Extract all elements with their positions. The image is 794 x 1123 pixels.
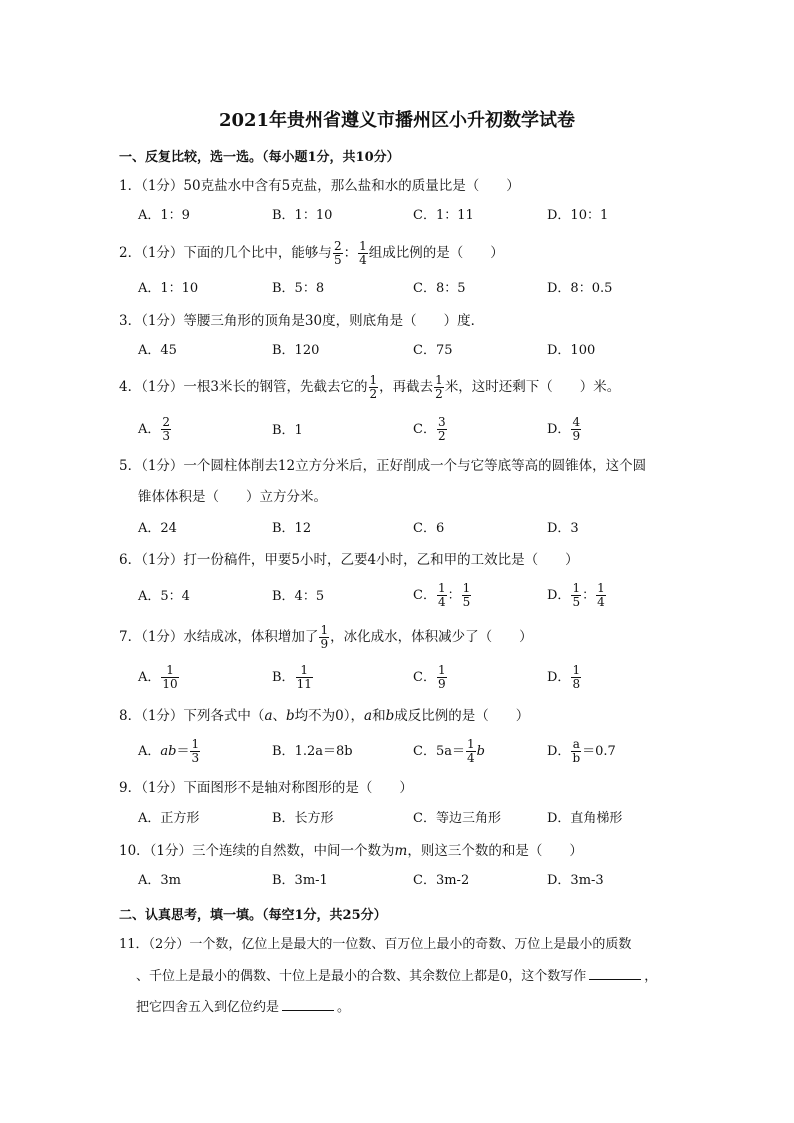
q3-option-c[interactable]: C．75: [413, 343, 453, 358]
q1-option-d[interactable]: D．10：1: [547, 208, 609, 223]
q6-option-b[interactable]: B．4：5: [272, 589, 325, 604]
q6-option-a[interactable]: A．5：4: [138, 589, 190, 604]
q9-option-a[interactable]: A．正方形: [138, 811, 200, 826]
page-title: 2021年贵州省遵义市播州区小升初数学试卷: [218, 110, 576, 131]
q2-option-d[interactable]: D．8：0.5: [547, 281, 613, 296]
q10-option-b[interactable]: B．3m-1: [272, 873, 328, 888]
q2-option-a[interactable]: A．1：10: [138, 281, 199, 296]
question-1: 1．（1分）50克盐水中含有5克盐，那么盐和水的质量比是（ ）: [119, 178, 520, 194]
q2-option-b[interactable]: B．5：8: [272, 281, 325, 296]
question-11-line-1: 11．（2分）一个数，亿位上是最大的一位数、百万位上最小的奇数、万位上是最小的质数: [119, 937, 632, 952]
question-3: 3．（1分）等腰三角形的顶角是30度，则底角是（ ）度．: [119, 313, 485, 329]
q7-option-c[interactable]: C． $\frac{1}{9}$: [413, 663, 446, 691]
q9-option-d[interactable]: D．直角梯形: [547, 811, 623, 826]
question-7: 7．（1分）水结成冰，体积增加了 $\frac{1}{9}$ ，冰化成水，体积减少了（ ）: [119, 623, 533, 651]
q7-option-a[interactable]: A． $\frac{1}{10}$: [138, 663, 178, 691]
q1-option-c[interactable]: C．1：11: [413, 208, 474, 223]
question-8: 8．（1分）下列各式中（a、b均不为0），a和b成反比例的是（ ）: [119, 708, 530, 724]
q5-option-c[interactable]: C．6: [413, 521, 445, 536]
q8-option-d[interactable]: D． $\frac{a}{b}$ ＝0.7: [547, 737, 616, 765]
section-heading-1: 一、反复比较，选一选。（每小题1分，共10分）: [119, 150, 400, 165]
q3-option-a[interactable]: A．45: [138, 343, 177, 358]
q10-option-a[interactable]: A．3m: [138, 873, 181, 888]
q6-option-d[interactable]: D． $\frac{1}{5}$ ： $\frac{1}{4}$: [547, 581, 605, 609]
question-4: 4．（1分）一根3米长的钢管，先截去它的 $\frac{1}{2}$ ，再截去 $\frac{1}{2}$ 米，这时还剩下（ ）米。: [119, 373, 621, 401]
question-2: 2．（1分）下面的几个比中，能够与 $\frac{2}{5}$ ： $\frac{1}{4}$ 组成比例的是（ ）: [119, 239, 504, 267]
q5-option-d[interactable]: D．3: [547, 521, 579, 536]
fraction: $\frac{1}{9}$: [320, 623, 329, 651]
question-10: 10．（1分）三个连续的自然数，中间一个数为m，则这三个数的和是（ ）: [119, 843, 583, 859]
q4-option-c[interactable]: C． $\frac{3}{2}$: [413, 415, 446, 443]
q7-option-d[interactable]: D． $\frac{1}{8}$: [547, 663, 581, 691]
q10-option-d[interactable]: D．3m-3: [547, 873, 604, 888]
q5-option-b[interactable]: B．12: [272, 521, 312, 536]
q1-option-b[interactable]: B．1：10: [272, 208, 333, 223]
q7-option-b[interactable]: B． $\frac{1}{11}$: [272, 663, 312, 691]
question-11-line-2: 、千位上是最小的偶数、十位上是最小的合数、其余数位上都是0，这个数写作 ，: [136, 965, 657, 988]
question-6: 6．（1分）打一份稿件，甲要5小时，乙要4小时，乙和甲的工效比是（ ）: [119, 552, 579, 568]
q8-option-b[interactable]: B．1.2a＝8b: [272, 744, 353, 759]
question-9: 9．（1分）下面图形不是轴对称图形的是（ ）: [119, 780, 413, 796]
q8-option-a[interactable]: A．ab＝ $\frac{1}{3}$: [138, 737, 200, 765]
question-11-line-3: 把它四舍五入到亿位约是 。: [136, 996, 350, 1019]
q4-option-b[interactable]: B．1: [272, 423, 303, 438]
fraction: $\frac{2}{5}$: [333, 239, 342, 267]
section-heading-2: 二、认真思考，填一填。（每空1分，共25分）: [119, 908, 387, 923]
question-5-line-1: 5．（1分）一个圆柱体削去12立方分米后，正好削成一个与它等底等高的圆锥体，这个圆: [119, 458, 647, 474]
answer-blank-2[interactable]: [282, 996, 334, 1011]
question-5-line-2: 锥体体积是（ ）立方分米。: [138, 489, 327, 505]
fraction: $\frac{1}{2}$: [369, 373, 378, 401]
q4-option-a[interactable]: A． $\frac{2}{3}$: [138, 415, 171, 443]
q6-option-c[interactable]: C． $\frac{1}{4}$ ： $\frac{1}{5}$: [413, 581, 471, 609]
q9-option-c[interactable]: C．等边三角形: [413, 811, 501, 826]
q10-option-c[interactable]: C．3m-2: [413, 873, 470, 888]
q3-option-b[interactable]: B．120: [272, 343, 320, 358]
q3-option-d[interactable]: D．100: [547, 343, 596, 358]
q2-option-c[interactable]: C．8：5: [413, 281, 466, 296]
q4-option-d[interactable]: D． $\frac{4}{9}$: [547, 415, 581, 443]
answer-blank-1[interactable]: [589, 965, 641, 980]
fraction: $\frac{1}{4}$: [359, 239, 367, 267]
q8-option-c[interactable]: C．5a＝ $\frac{1}{4}$ b: [413, 737, 485, 765]
q9-option-b[interactable]: B．长方形: [272, 811, 334, 826]
q5-option-a[interactable]: A．24: [138, 521, 177, 536]
fraction: $\frac{1}{2}$: [435, 373, 443, 401]
q1-option-a[interactable]: A．1：9: [138, 208, 190, 223]
